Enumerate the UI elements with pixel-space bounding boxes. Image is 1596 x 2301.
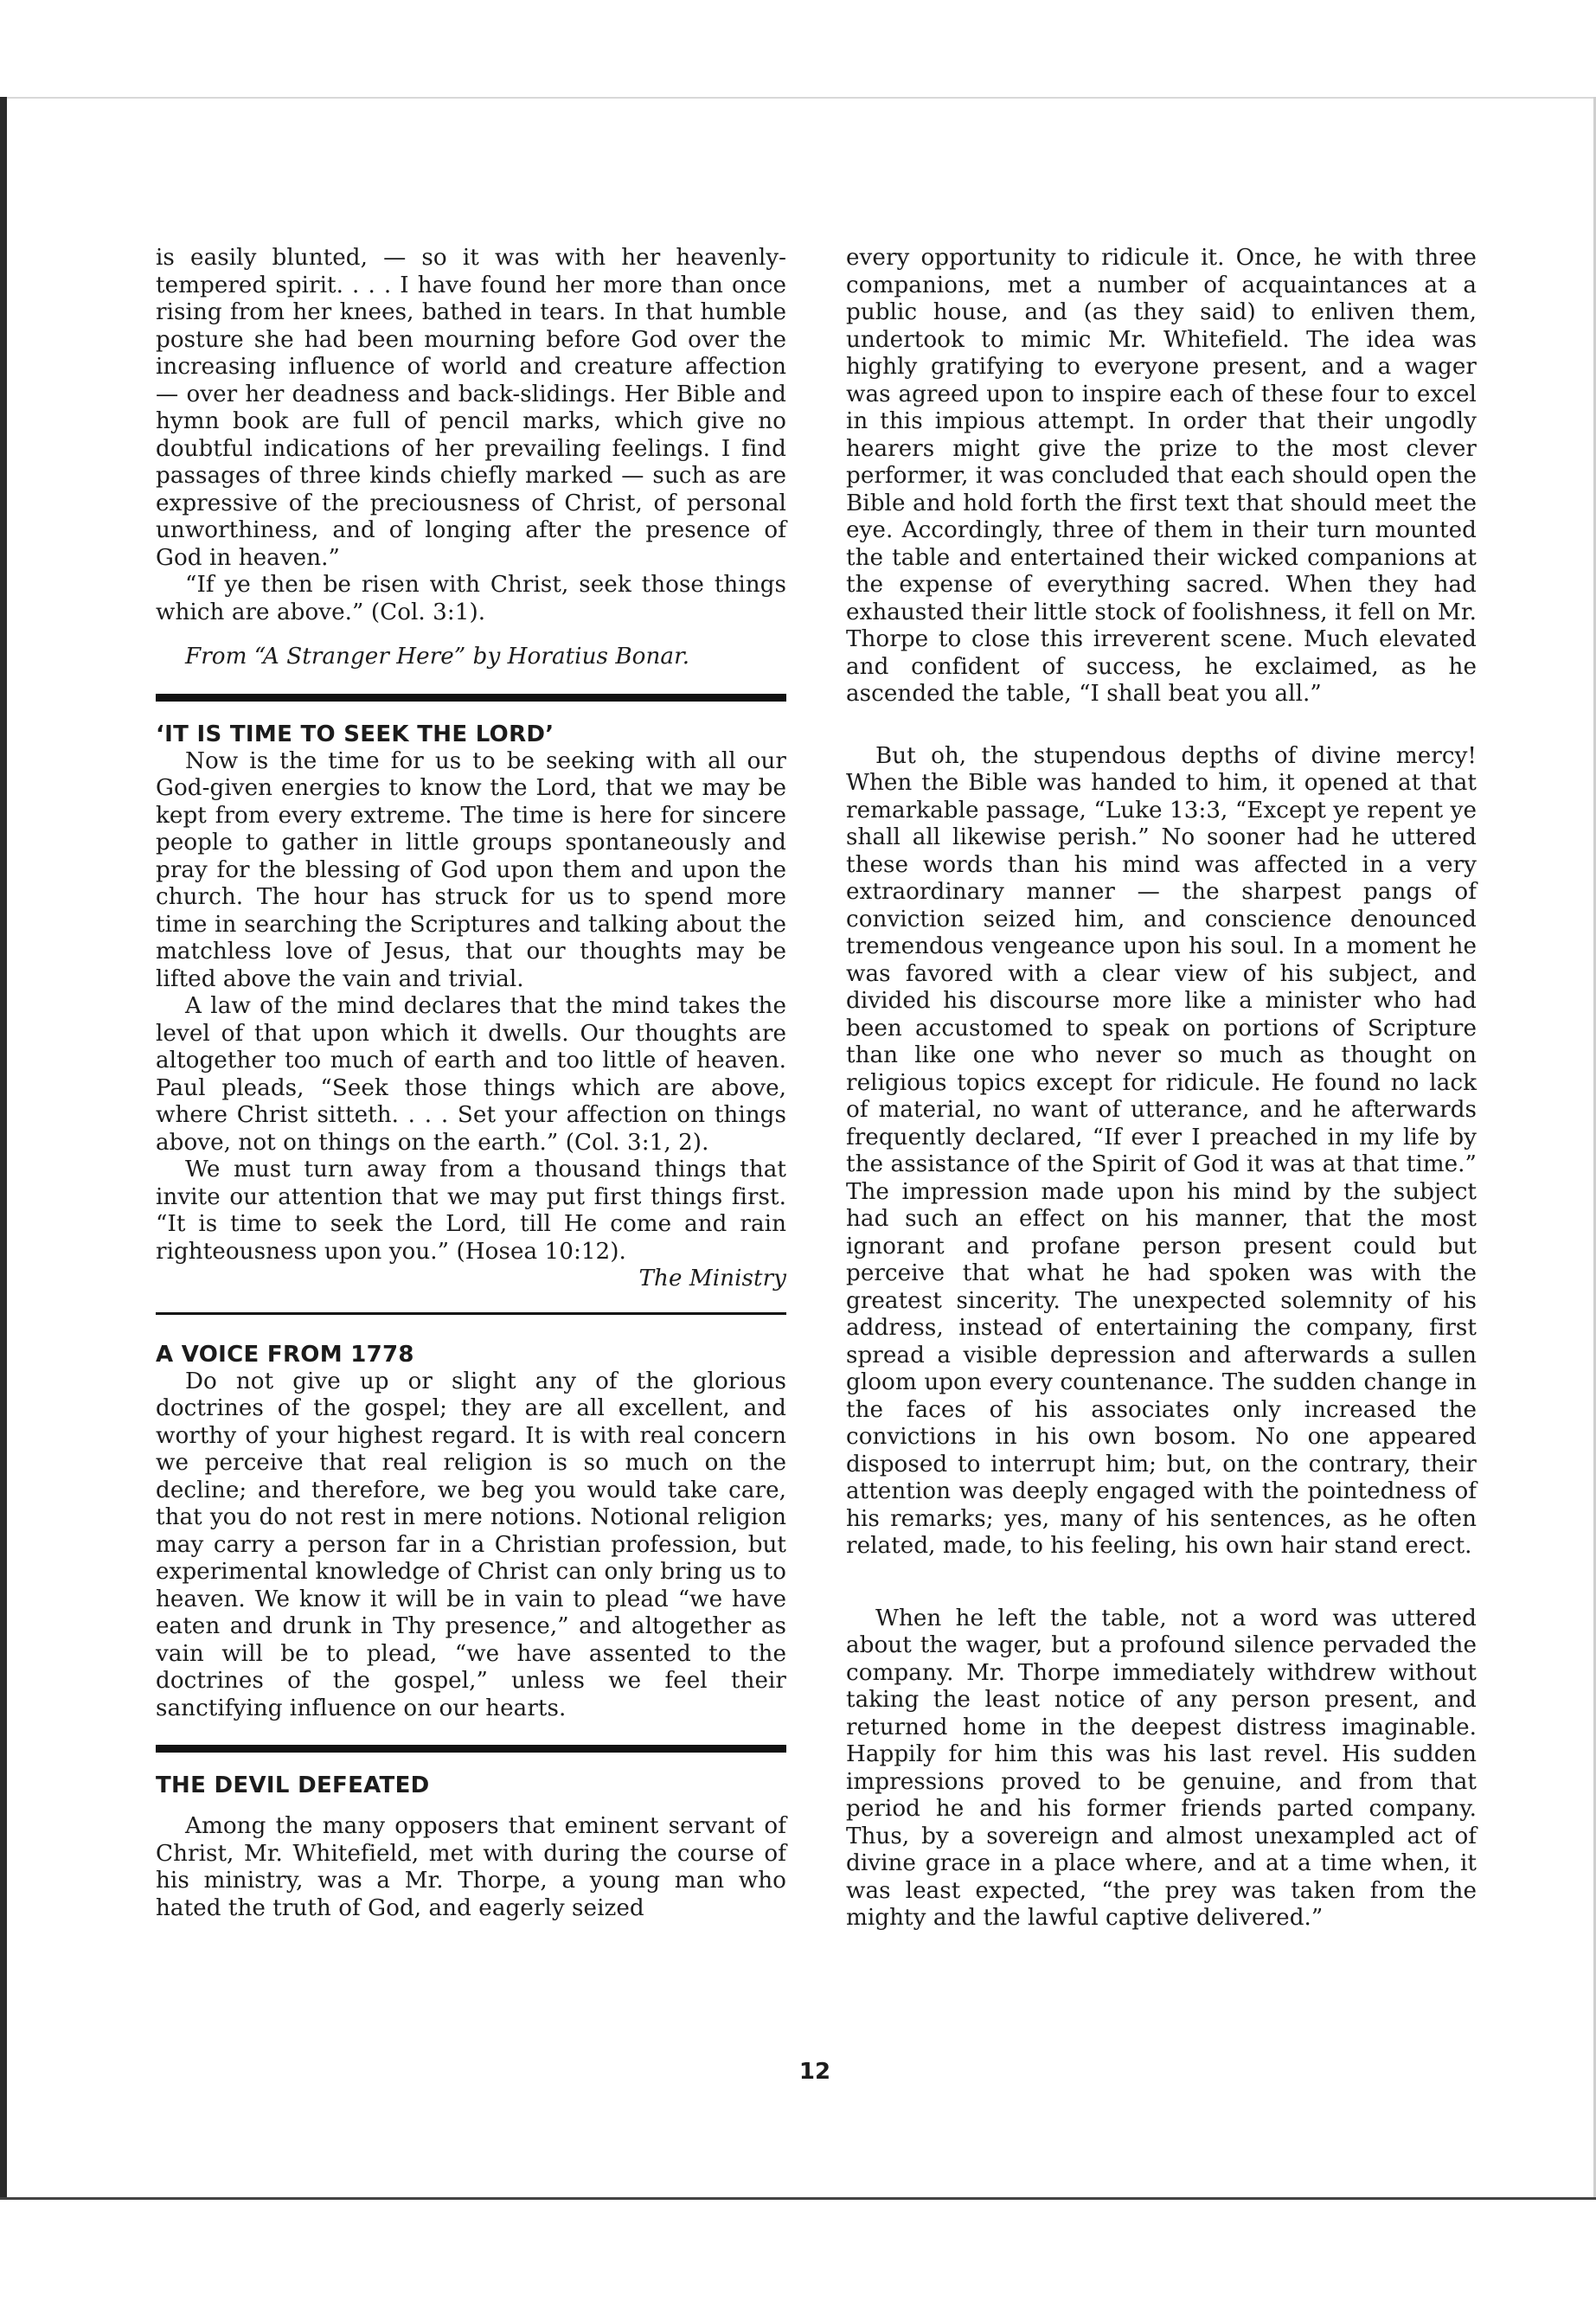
left-column	[156, 245, 786, 1922]
section-heading-devil: THE DEVIL DEFEATED	[156, 1772, 430, 1798]
spacer	[156, 1799, 786, 1813]
source-line: From “A Stranger Here” by Horatius Bonar.	[185, 644, 690, 670]
quote-paragraph: “If ye then be risen with Christ, seek those things which are above.” (Col. 3:1).	[156, 572, 786, 625]
right-column	[846, 245, 1477, 1932]
section-heading-time: ‘IT IS TIME TO SEEK THE LORD’	[156, 721, 554, 747]
intro-paragraph: is easily blunted, — so it was with her heavenly-tempered spirit. . . . I have found her more than once rising from her knees, bathed in tears. In that humble posture she had been mourning before God over the increasing influence of world and creature affection — over her deadness and back-slidings. Her Bible and hymn book are full of pencil marks, which give no doubtful indications of her prevailing feelings. I find passages of three kinds chiefly marked — such as are expressive of the preciousness of Christ, of personal unworthiness, and of longing after the presence of God in heaven.”	[156, 245, 786, 571]
section-heading-voice: A VOICE FROM 1778	[156, 1341, 414, 1368]
section-divider	[156, 694, 786, 702]
time-paragraph: We must turn away from a thousand things that invite our attention that we may put first things first. “It is time to seek the Lord, till He come and rain righteousness upon you.” (Hosea 10:12).	[156, 1157, 786, 1265]
spacer	[846, 1561, 1477, 1606]
time-paragraph: Now is the time for us to be seeking with all our God-given energies to know the Lord, that we may be kept from every extreme. The time is here for sincere people to gather in little groups spontaneously and pray for the blessing of God upon them and upon the church. The hour has struck for us to spend more time in searching the Scriptures and talking about the matchless love of Jesus, that our thoughts may be lifted above the vain and trivial.	[156, 747, 786, 992]
scan-bottom-edge	[0, 2197, 1596, 2200]
devil-paragraph: Among the many opposers that eminent servant of Christ, Mr. Whitefield, met with during the course of his ministry, was a Mr. Thorpe, a young man who hated the truth of God, and eagerly seized	[156, 1813, 786, 1921]
story-paragraph: When he left the table, not a word was uttered about the wager, but a profound silence pervaded the company. Mr. Thorpe immediately withdrew without taking the least notice of any person present, and returned home in the deepest distress imaginable. Happily for him this was his last revel. His sudden impressions proved to be genuine, and from that period he and his former friends parted company. Thus, by a sovereign and almost unexampled act of divine grace in a place where, and at a time when, it was least expected, “the prey was taken from the mighty and the lawful captive delivered.”	[846, 1605, 1477, 1931]
story-paragraph: every opportunity to ridicule it. Once, he with three companions, met a number of acquaintances at a public house, and (as they said) to enliven them, undertook to mimic Mr. Whitefield. The idea was highly gratifying to everyone present, and a wager was agreed upon to inspire each of these four to excel in this impious attempt. In order that their ungodly hearers might give the prize to the most clever performer, it was concluded that each should open the Bible and hold forth the first text that should meet the eye. Accordingly, three of them in their turn mounted the table and entertained their wicked companions at the expense of everything sacred. When they had exhausted their little stock of foolishness, it fell on Mr. Thorpe to close this irreverent scene. Much elevated and confident of success, he exclaimed, as he ascended the table, “I shall beat you all.”	[846, 245, 1477, 707]
scan-top-margin	[0, 0, 1596, 99]
time-paragraph: A law of the mind declares that the mind takes the level of that upon which it dwells. Our thoughts are altogether too much of earth and too little of heaven. Paul pleads, “Seek those things which are above, where Christ sitteth. . . . Set your affection on things above, not on things on the earth.” (Col. 3:1, 2).	[156, 993, 786, 1156]
section-divider	[156, 1745, 786, 1753]
scan-left-edge	[0, 97, 7, 2199]
story-paragraph: But oh, the stupendous depths of divine mercy! When the Bible was handed to him, it opened at that remarkable passage, “Luke 13:3, “Except ye repent ye shall all likewise perish.” No sooner had he uttered these words than his mind was affected in a very extraordinary manner — the sharpest pangs of conviction seized him, and conscience denounced tremendous vengeance upon his soul. In a moment he was favored with a clear view of his subject, and divided his discourse more like a minister who had been accustomed to speak on portions of Scripture than like one who never so much as thought on religious topics except for ridicule. He found no lack of material, no want of utterance, and he afterwards frequently declared, “If ever I preached in my life by the assistance of the Spirit of God it was at that time.” The impression made upon his mind by the subject had such an effect on his manner, that the most ignorant and profane person present could but perceive that what he had spoken was with the greatest sincerity. The unexpected solemnity of his address, instead of entertaining the company, first spread a visible depression and afterwards a sullen gloom upon every countenance. The sudden change in the faces of his associates only increased the convictions in his own bosom. No one appeared disposed to interrupt him; but, on the contrary, their attention was deeply engaged with the pointedness of his remarks; yes, many of his sentences, as he often related, made, to his feeling, his own hair stand erect.	[846, 742, 1477, 1559]
section-divider	[156, 1312, 786, 1315]
attribution-ministry: The Ministry	[638, 1266, 786, 1292]
voice-paragraph: Do not give up or slight any of the glorious doctrines of the gospel; they are all excellent, and worthy of your highest regard. It is with real concern we perceive that real religion is so much on the decline; and therefore, we beg you would take care, that you do not rest in mere notions. Notional religion may carry a person far in a Christian profession, but experimental knowledge of Christ can only bring us to heaven. We know it will be in vain to plead “we have eaten and drunk in Thy presence,” and altogether as vain will be to plead, “we have assented to the doctrines of the gospel,” unless we feel their sanctifying influence on our hearts.	[156, 1368, 786, 1721]
spacer	[846, 708, 1477, 743]
page-number: 12	[798, 2059, 831, 2085]
